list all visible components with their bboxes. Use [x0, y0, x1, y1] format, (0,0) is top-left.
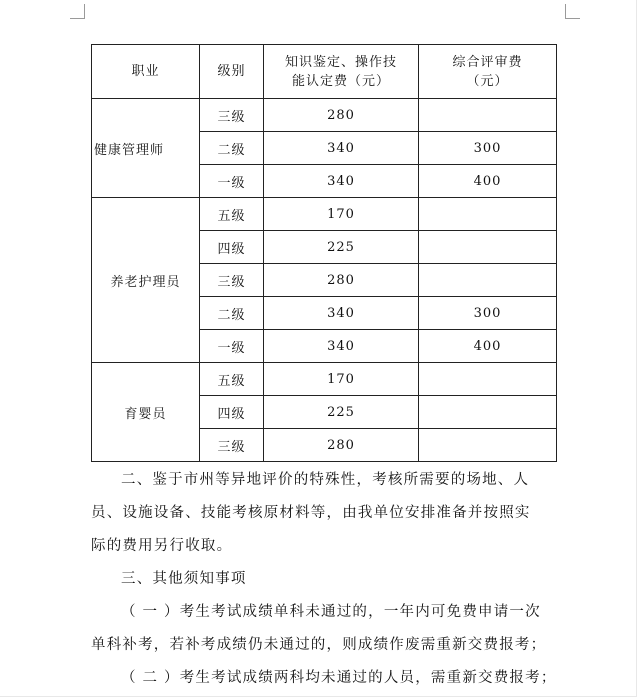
review-fee-cell: 300	[419, 132, 557, 165]
review-fee-cell	[419, 363, 557, 396]
skill-fee-cell: 170	[264, 198, 419, 231]
notice-item-2-line1: （ 二 ）考生考试成绩两科均未通过的人员，需重新交费报考；	[121, 670, 557, 686]
fee-table	[91, 44, 557, 462]
review-fee-cell: 400	[419, 165, 557, 198]
review-fee-cell	[419, 429, 557, 462]
table-row	[92, 363, 557, 396]
level-cell: 三级	[200, 429, 264, 462]
job-cell: 育婴员	[92, 363, 200, 462]
header-review-fee-line1: 综合评审费	[452, 54, 523, 70]
header-skill-fee	[264, 45, 419, 99]
notice-item-1-line1: （ 一 ）考生考试成绩单科未通过的，一年内可免费申请一次	[121, 604, 541, 620]
job-cell: 健康管理师	[92, 99, 200, 198]
header-review-fee-line2: （元）	[466, 73, 509, 89]
review-fee-cell: 300	[419, 297, 557, 330]
skill-fee-cell: 170	[264, 363, 419, 396]
paragraph-line: 员、设施设备、技能考核原材料等，由我单位安排准备并按照实	[91, 505, 531, 521]
level-cell: 五级	[200, 198, 264, 231]
skill-fee-cell: 340	[264, 330, 419, 363]
skill-fee-cell: 340	[264, 297, 419, 330]
job-cell: 养老护理员	[92, 198, 200, 363]
header-skill-fee-line1: 知识鉴定、操作技	[284, 54, 397, 70]
skill-fee-cell: 225	[264, 396, 419, 429]
level-cell: 一级	[200, 165, 264, 198]
review-fee-cell: 400	[419, 330, 557, 363]
level-cell: 二级	[200, 132, 264, 165]
skill-fee-cell: 280	[264, 264, 419, 297]
table-header-row	[92, 45, 557, 99]
level-cell: 二级	[200, 297, 264, 330]
crop-mark-top-left	[70, 4, 85, 19]
header-skill-fee-line2: 能认定费（元）	[291, 73, 390, 89]
paragraph-line: 际的费用另行收取。	[91, 538, 233, 554]
header-review-fee	[419, 45, 557, 99]
level-cell: 四级	[200, 396, 264, 429]
header-job: 职业	[92, 45, 200, 99]
skill-fee-cell: 225	[264, 231, 419, 264]
level-cell: 五级	[200, 363, 264, 396]
crop-mark-top-right	[565, 4, 580, 19]
review-fee-cell	[419, 99, 557, 132]
section-3	[91, 563, 561, 695]
review-fee-cell	[419, 231, 557, 264]
level-cell: 三级	[200, 99, 264, 132]
table-row	[92, 198, 557, 231]
skill-fee-cell: 340	[264, 132, 419, 165]
review-fee-cell	[419, 264, 557, 297]
header-level: 级别	[200, 45, 264, 99]
review-fee-cell	[419, 396, 557, 429]
table-row	[92, 99, 557, 132]
skill-fee-cell: 280	[264, 99, 419, 132]
paragraph-line: 二、鉴于市州等异地评价的特殊性，考核所需要的场地、人	[121, 472, 530, 488]
level-cell: 四级	[200, 231, 264, 264]
level-cell: 一级	[200, 330, 264, 363]
paragraph-2	[91, 464, 561, 563]
level-cell: 三级	[200, 264, 264, 297]
skill-fee-cell: 280	[264, 429, 419, 462]
section-heading: 三、其他须知事项	[121, 571, 247, 587]
review-fee-cell	[419, 198, 557, 231]
skill-fee-cell: 340	[264, 165, 419, 198]
notice-item-1-line2: 单科补考，若补考成绩仍未通过的，则成绩作废需重新交费报考；	[91, 637, 547, 653]
